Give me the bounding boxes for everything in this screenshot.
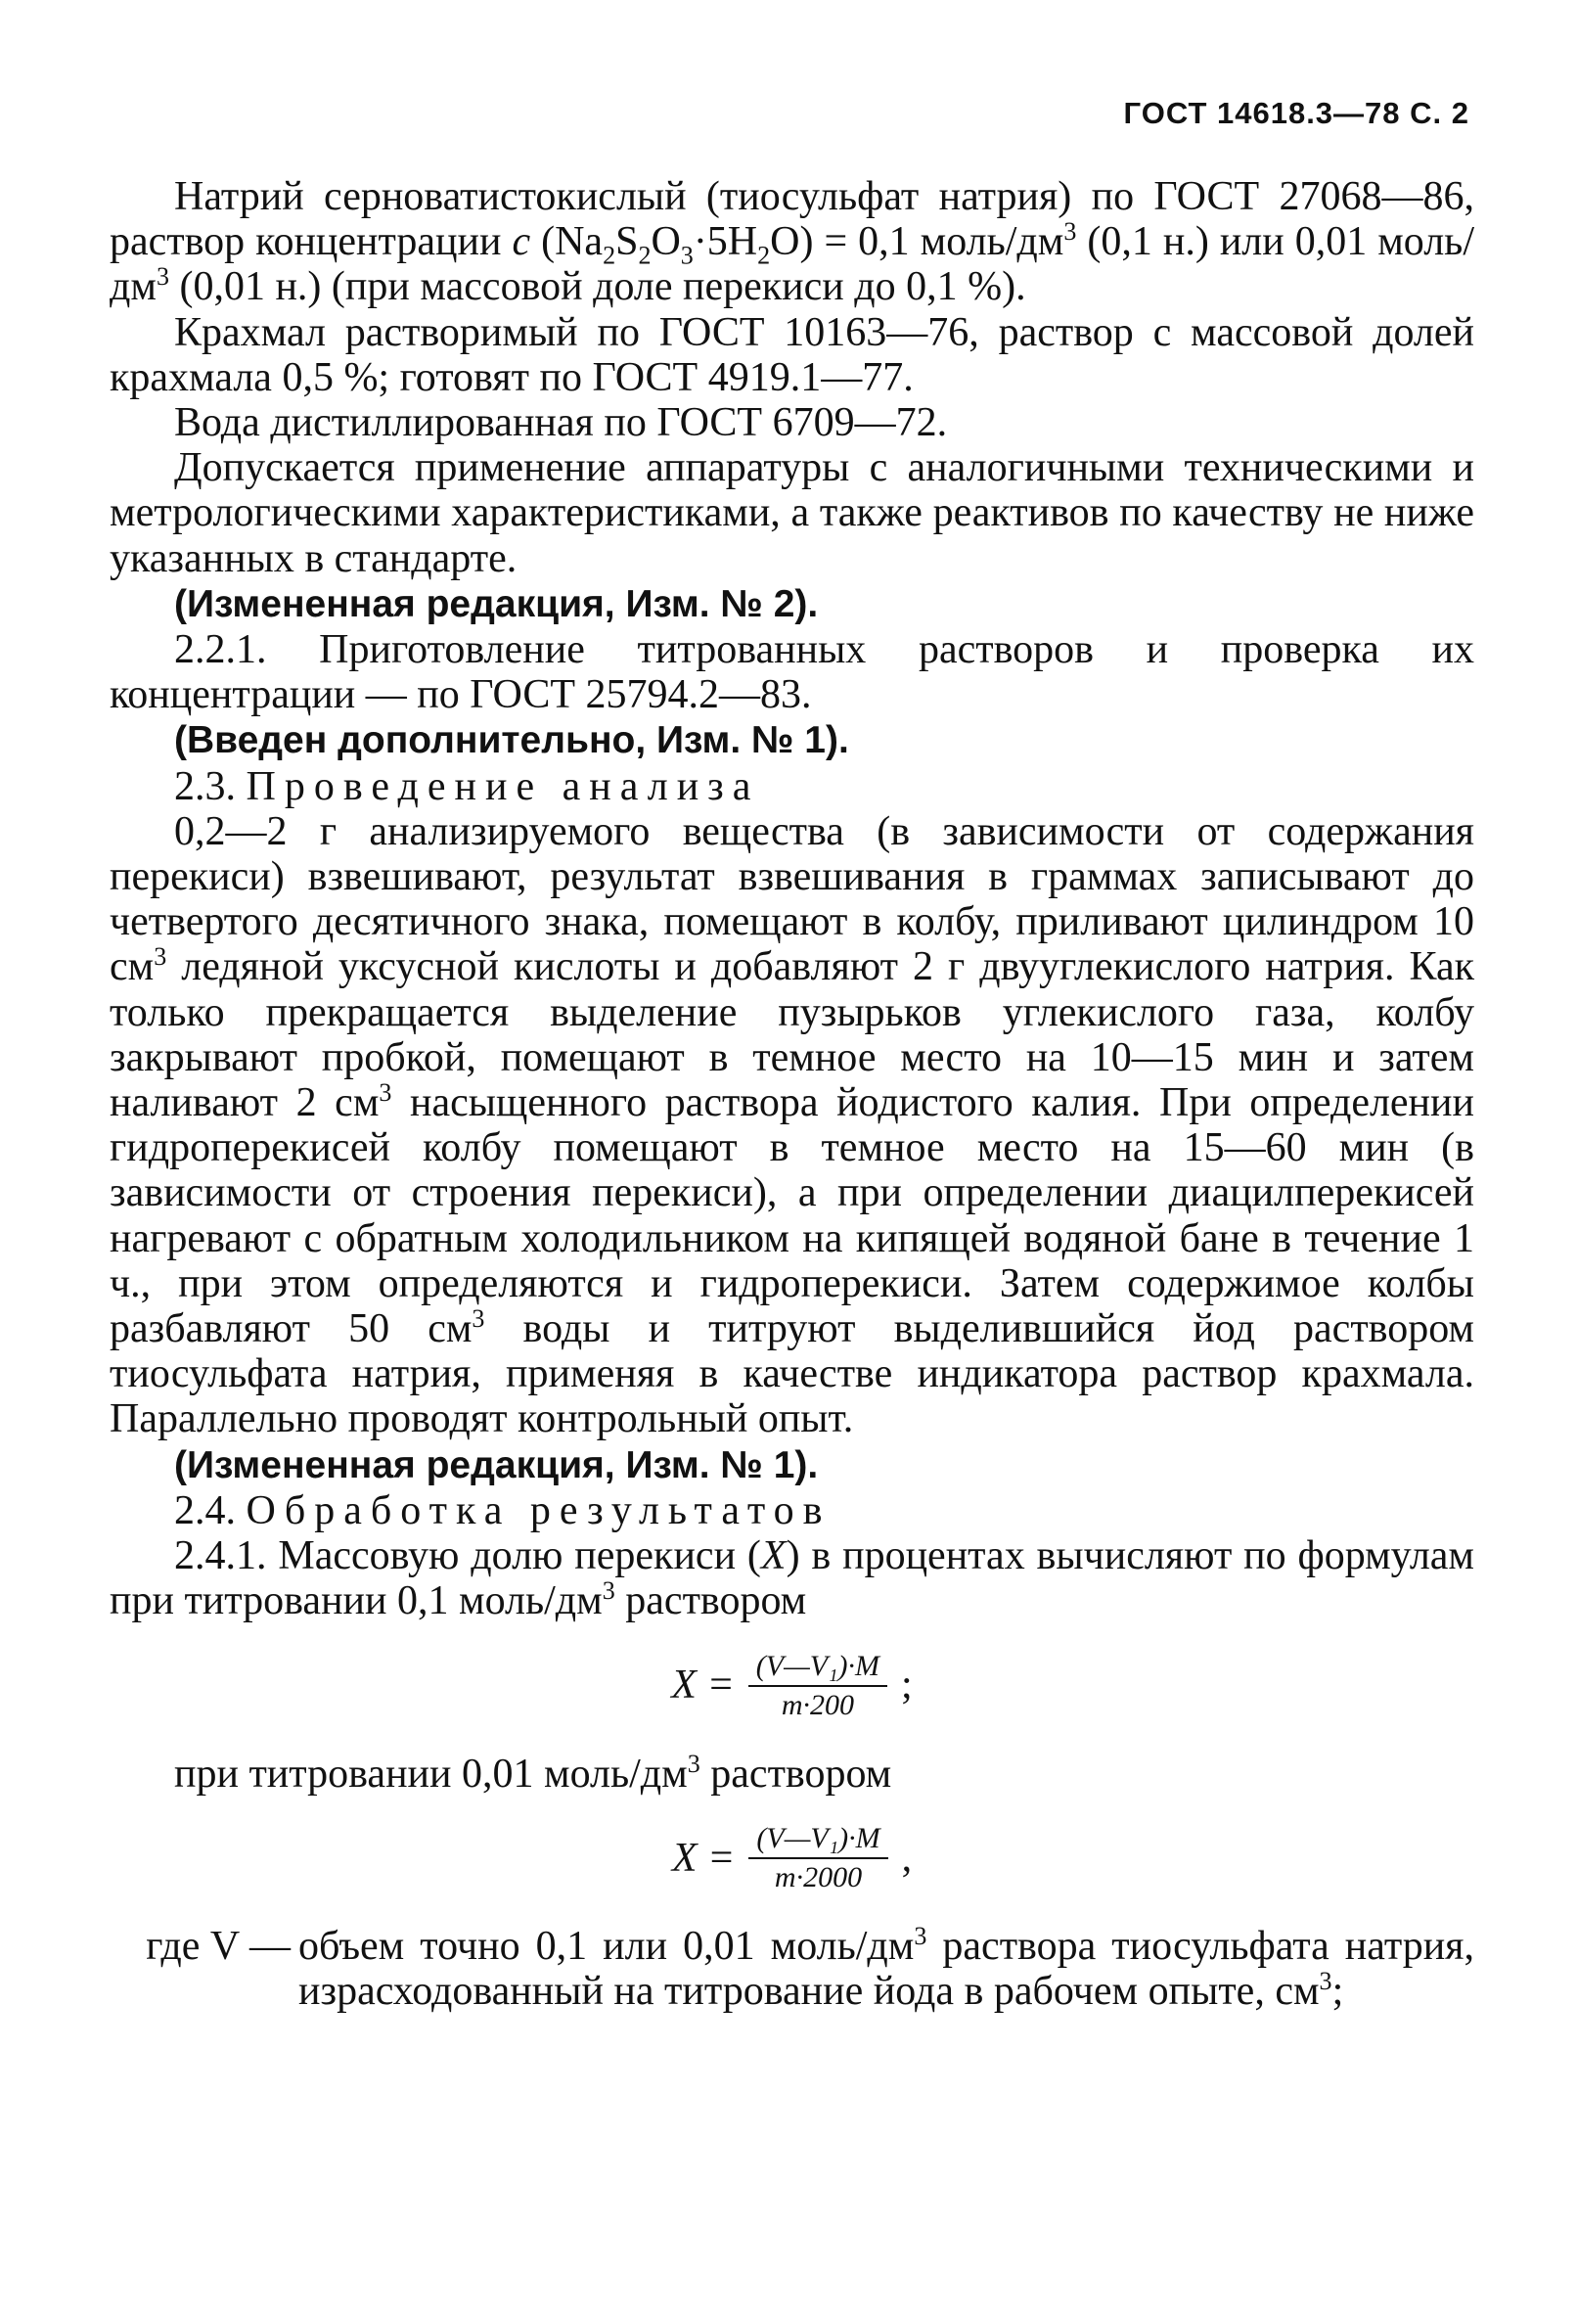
section-number: 2.4. bbox=[174, 1487, 247, 1533]
text: (Na bbox=[530, 219, 604, 265]
paragraph-equipment: Допускается применение аппаратуры с аналогичными техническими и метрологическими характеристиками, а также реактивов по качеству не ниже указанных в стандарте. bbox=[110, 445, 1474, 581]
superscript: 3 bbox=[1319, 1966, 1332, 1995]
amendment-text: (Измененная редакция, Изм. № 1). bbox=[174, 1443, 819, 1486]
formula-punctuation: , bbox=[901, 1835, 913, 1881]
text: раствора тиосульфата натрия, израсходованный на титрование йода в рабочем опыте, см bbox=[298, 1923, 1474, 2014]
text: O bbox=[651, 219, 681, 265]
text: ) в процентах вычисляют по формулам при титровании 0,1 моль/дм bbox=[110, 1533, 1474, 1624]
formula-2 bbox=[110, 1822, 1474, 1894]
amendment-text: (Введен дополнительно, Изм. № 1). bbox=[174, 719, 849, 762]
text: Натрий серноватистокислый (тиосульфат натрия) по ГОСТ 27068—86, раствор концентрации bbox=[110, 174, 1474, 265]
fraction-denominator: m·200 bbox=[781, 1688, 854, 1721]
amendment-note bbox=[110, 581, 1474, 627]
definition-label: где V — bbox=[146, 1923, 291, 1969]
text: 0,2—2 г анализируемого вещества (в зависимости от содержания перекиси) взвешивают, результат взвешивания в граммах записывают до четвертого десятичного знака, помещают в колбу, приливают цилиндром 10 см bbox=[110, 808, 1474, 990]
superscript: 3 bbox=[156, 262, 169, 292]
subscript: 2 bbox=[757, 241, 771, 270]
text: объем точно 0,1 или 0,01 моль/дм bbox=[298, 1923, 915, 1969]
text: 2.4.1. Массовую долю перекиси ( bbox=[174, 1533, 761, 1579]
superscript: 3 bbox=[914, 1921, 927, 1950]
variable-definition bbox=[110, 1921, 1474, 2014]
amendment-text: (Измененная редакция, Изм. № 2). bbox=[174, 582, 819, 625]
paragraph-titration-001 bbox=[110, 1749, 1474, 1797]
text: ·5H bbox=[693, 219, 758, 265]
text: ; bbox=[1331, 1968, 1344, 2014]
text: при титровании 0,01 моль/дм bbox=[174, 1751, 688, 1797]
section-title: Проведение анализа bbox=[246, 763, 760, 809]
text: насыщенного раствора йодистого калия. При определении гидроперекисей колбу помещают в темное место на 15—60 мин (в зависимости от строения перекиси), а при определении диацилперекисей нагревают с обратным холодильником на кипящей водяной бане в течение 1 ч., при этом определяются и гидроперекиси. Затем содержимое колбы разбавляют 50 см bbox=[110, 1080, 1474, 1352]
text: воды и титруют выделившийся йод раствором тиосульфата натрия, применяя в качестве индикатора раствор крахмала. Параллельно проводят контрольный опыт. bbox=[110, 1306, 1474, 1442]
paragraph-2-4-1 bbox=[110, 1533, 1474, 1623]
paragraph-analysis-procedure bbox=[110, 809, 1474, 1442]
text: c bbox=[512, 219, 531, 265]
paragraph-2-2-1: 2.2.1. Приготовление титрованных растворов и проверка их концентрации — по ГОСТ 25794.2—83. bbox=[110, 627, 1474, 718]
fraction-bar bbox=[748, 1857, 887, 1859]
superscript: 3 bbox=[602, 1576, 615, 1606]
section-title: Обработка результатов bbox=[246, 1487, 832, 1533]
variable: X bbox=[760, 1533, 787, 1579]
amendment-note bbox=[110, 717, 1474, 763]
text: (0,01 н.) (при массовой доле перекиси до 0,1 %). bbox=[168, 264, 1026, 310]
paragraph-water: Вода дистиллированная по ГОСТ 6709—72. bbox=[174, 400, 948, 446]
text: O) = 0,1 моль/дм bbox=[770, 219, 1064, 265]
fraction-denominator: m·2000 bbox=[774, 1860, 863, 1893]
amendment-note bbox=[110, 1442, 1474, 1488]
formula-lhs: X = bbox=[671, 1835, 736, 1881]
fraction-numerator: (V—V₁)·M bbox=[755, 1649, 880, 1682]
page-header: ГОСТ 14618.3—78 С. 2 bbox=[1123, 96, 1469, 130]
subscript: 2 bbox=[638, 241, 652, 270]
paragraph-sodium-thiosulfate bbox=[110, 174, 1474, 310]
superscript: 3 bbox=[687, 1749, 700, 1778]
paragraph-starch: Крахмал растворимый по ГОСТ 10163—76, раствор с массовой долей крахмала 0,5 %; готовят по ГОСТ 4919.1—77. bbox=[110, 309, 1474, 400]
superscript: 3 bbox=[154, 942, 167, 972]
text: (0,1 н.) или 0,01 моль/дм bbox=[110, 219, 1475, 310]
subscript: 3 bbox=[680, 241, 694, 270]
fraction-bar bbox=[748, 1685, 887, 1687]
document-body bbox=[110, 174, 1474, 2014]
superscript: 3 bbox=[472, 1304, 485, 1334]
text: ледяной уксусной кислоты и добавляют 2 г двууглекислого натрия. Как только прекращается выделение пузырьков углекислого газа, колбу закрывают пробкой, помещают в темное место на 10—15 мин и затем наливают 2 см bbox=[110, 944, 1474, 1126]
fraction-numerator: (V—V₁)·M bbox=[756, 1821, 880, 1854]
section-number: 2.3. bbox=[174, 763, 247, 809]
formula-1 bbox=[110, 1650, 1474, 1722]
section-heading-2-3 bbox=[110, 764, 1474, 809]
fraction bbox=[748, 1650, 887, 1722]
text: раствором bbox=[699, 1751, 892, 1797]
subscript: 2 bbox=[603, 241, 616, 270]
superscript: 3 bbox=[1063, 217, 1077, 247]
section-heading-2-4 bbox=[110, 1488, 1474, 1533]
superscript: 3 bbox=[379, 1078, 392, 1108]
text: S bbox=[615, 219, 639, 265]
fraction bbox=[748, 1822, 887, 1894]
definition-text bbox=[298, 1921, 1474, 2014]
formula-punctuation: ; bbox=[901, 1663, 913, 1709]
formula-lhs: X = bbox=[671, 1663, 735, 1709]
text: раствором bbox=[614, 1578, 807, 1624]
